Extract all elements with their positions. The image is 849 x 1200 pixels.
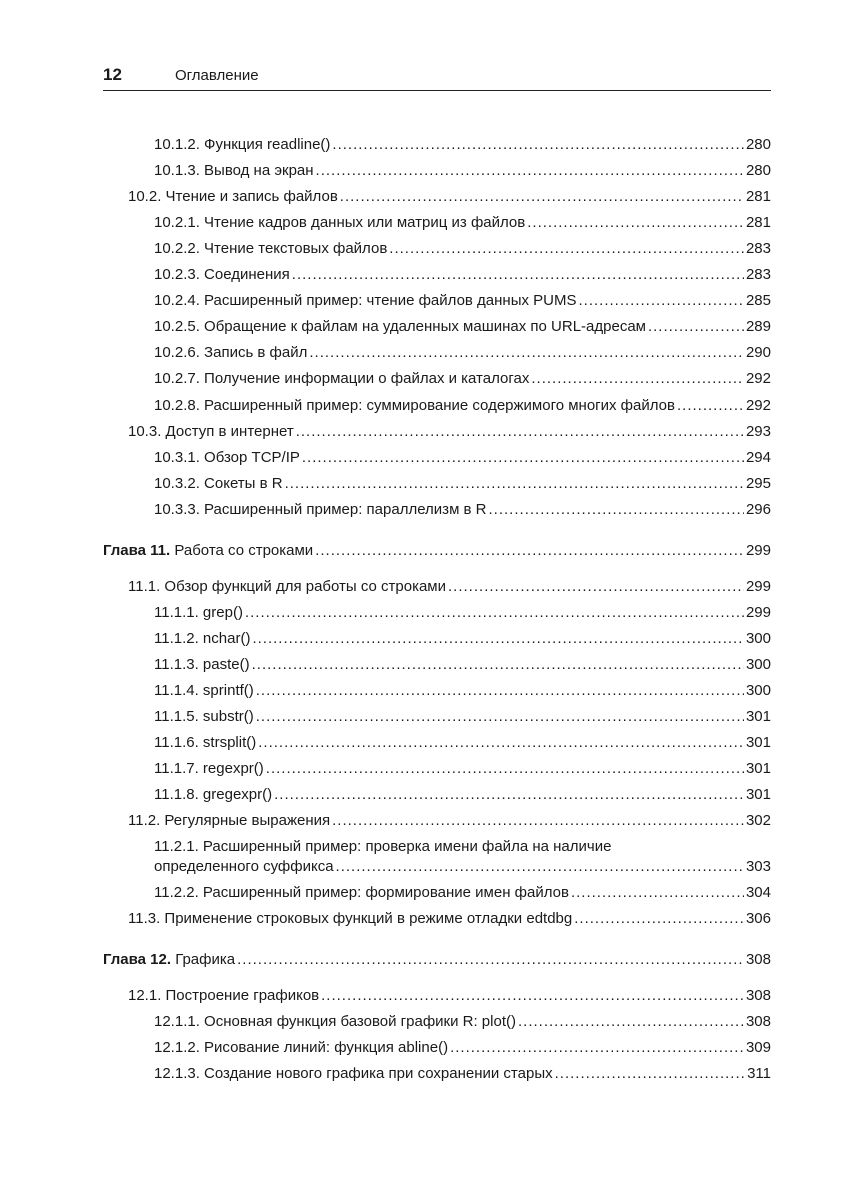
dot-leader	[256, 681, 744, 701]
toc-entry-title: 11.1.2. nchar()	[154, 630, 251, 647]
toc-page-number: 299	[745, 542, 771, 559]
dot-leader	[389, 239, 744, 259]
dot-leader	[256, 707, 744, 727]
toc-entry[interactable]	[154, 883, 771, 903]
toc-page-number: 304	[745, 884, 771, 901]
dot-leader	[296, 422, 744, 442]
toc-entry[interactable]	[128, 986, 771, 1006]
toc-entry-title: 10.2.6. Запись в файл	[154, 344, 308, 361]
dot-leader	[571, 883, 744, 903]
toc-page-number: 295	[745, 475, 771, 492]
toc-entry-title: 11.1.8. gregexpr()	[154, 786, 273, 803]
toc-entry[interactable]	[154, 603, 771, 623]
chapter-title: Работа со строками	[174, 542, 314, 559]
toc-page-number: 300	[745, 682, 771, 699]
toc-page-number: 300	[745, 630, 771, 647]
toc-entry-title: 10.2.5. Обращение к файлам на удаленных машинах по URL-адресам	[154, 318, 646, 335]
toc-entry-title: 11.3. Применение строковых функций в режиме отладки edtdbg	[128, 910, 573, 927]
toc-entry[interactable]	[154, 629, 771, 649]
toc-page-number: 311	[747, 1065, 771, 1082]
toc-entry-title: 11.1.1. grep()	[154, 604, 243, 621]
toc-entry[interactable]	[154, 857, 771, 877]
toc-entry[interactable]	[154, 369, 771, 389]
toc-chapter-entry[interactable]	[103, 950, 771, 970]
dot-leader	[258, 733, 744, 753]
toc-entry[interactable]	[154, 265, 771, 285]
toc-page-number: 301	[745, 760, 771, 777]
toc-entry[interactable]	[128, 577, 771, 597]
toc-page-number: 292	[745, 397, 771, 414]
toc-page-number: 308	[745, 951, 771, 968]
toc-entry-title: 10.3.2. Сокеты в R	[154, 475, 283, 492]
chapter-title: Графика	[175, 951, 236, 968]
dot-leader	[302, 448, 744, 468]
dot-leader	[489, 500, 744, 520]
toc-entry-title: 10.1.2. Функция readline()	[154, 136, 331, 153]
toc-chapter-entry[interactable]	[103, 541, 771, 561]
toc-entry-title: определенного суффикса	[154, 858, 334, 875]
toc-page-number: 303	[745, 858, 771, 875]
toc-entry-title: 11.1. Обзор функций для работы со строками	[128, 578, 447, 595]
toc-page-number: 281	[745, 188, 771, 205]
toc-page-number: 292	[745, 370, 771, 387]
toc-page-number: 301	[745, 734, 771, 751]
dot-leader	[527, 213, 744, 233]
toc-page-number: 296	[745, 501, 771, 518]
toc-entry-title: 12.1.3. Создание нового графика при сохранении старых	[154, 1065, 553, 1082]
toc-page-number: 289	[745, 318, 771, 335]
dot-leader	[321, 986, 744, 1006]
dot-leader	[332, 811, 744, 831]
toc-page-number: 309	[745, 1039, 771, 1056]
toc-page-number: 280	[745, 136, 771, 153]
toc-page-number: 283	[745, 266, 771, 283]
dot-leader	[309, 343, 744, 363]
toc-entry[interactable]	[154, 681, 771, 701]
toc-entry-title: 10.2. Чтение и запись файлов	[128, 188, 338, 205]
toc-page-number: 290	[745, 344, 771, 361]
toc-entry-title: 10.2.4. Расширенный пример: чтение файлов данных PUMS	[154, 292, 577, 309]
dot-leader	[336, 857, 744, 877]
toc-entry[interactable]	[154, 1012, 771, 1032]
dot-leader	[292, 265, 744, 285]
toc-entry-title	[103, 950, 235, 970]
dot-leader	[518, 1012, 744, 1032]
toc-entry[interactable]	[154, 343, 771, 363]
toc-entry-title: 11.1.4. sprintf()	[154, 682, 254, 699]
dot-leader	[579, 291, 744, 311]
toc-entry-title: 10.2.8. Расширенный пример: суммирование содержимого многих файлов	[154, 397, 675, 414]
toc-entry-title: 10.2.2. Чтение текстовых файлов	[154, 240, 388, 257]
toc-entry-title: 11.2.2. Расширенный пример: формирование имен файлов	[154, 884, 569, 901]
dot-leader	[316, 161, 744, 181]
toc-entry-title: 10.2.3. Соединения	[154, 266, 290, 283]
toc-entry-title: 11.1.7. regexpr()	[154, 760, 264, 777]
toc-entry[interactable]	[128, 909, 771, 929]
toc-entry[interactable]	[154, 733, 771, 753]
toc-entry-title: 12.1. Построение графиков	[128, 987, 320, 1004]
toc-entry-title: 11.1.3. paste()	[154, 656, 250, 673]
toc-entry-title: 10.2.1. Чтение кадров данных или матриц из файлов	[154, 214, 526, 231]
toc-entry[interactable]	[154, 161, 771, 181]
toc-page-number: 294	[745, 449, 771, 466]
dot-leader	[531, 369, 744, 389]
toc-page-number: 280	[745, 162, 771, 179]
toc-page-number: 299	[745, 604, 771, 621]
toc-page-number: 299	[745, 578, 771, 595]
toc-entry[interactable]	[154, 707, 771, 727]
toc-entry-title: 11.2. Регулярные выражения	[128, 812, 331, 829]
toc-page-number: 281	[745, 214, 771, 231]
dot-leader	[555, 1064, 745, 1084]
dot-leader	[285, 474, 744, 494]
page-number: 12	[103, 65, 122, 84]
dot-leader	[648, 317, 744, 337]
dot-leader	[274, 785, 744, 805]
chapter-label: Глава 11.	[103, 542, 171, 559]
toc-entry[interactable]	[154, 317, 771, 337]
toc-page-number: 308	[745, 1013, 771, 1030]
toc-entry[interactable]	[128, 422, 771, 442]
toc-page-number: 283	[745, 240, 771, 257]
toc-page-number: 308	[745, 987, 771, 1004]
toc-entry[interactable]	[154, 239, 771, 259]
toc-entry[interactable]	[128, 187, 771, 207]
toc-entry[interactable]	[154, 759, 771, 779]
toc-entry-title: 11.1.5. substr()	[154, 708, 254, 725]
running-header	[103, 62, 771, 91]
toc-page-number: 301	[745, 708, 771, 725]
dot-leader	[245, 603, 744, 623]
dot-leader	[677, 396, 744, 416]
toc-entry[interactable]	[154, 655, 771, 675]
dot-leader	[237, 950, 744, 970]
toc-entry[interactable]	[128, 811, 771, 831]
toc-entry-title: 10.3.3. Расширенный пример: параллелизм в R	[154, 501, 487, 518]
toc-entry[interactable]	[154, 1038, 771, 1058]
toc-page-number: 302	[745, 812, 771, 829]
toc-entry[interactable]	[154, 291, 771, 311]
toc-entry[interactable]	[154, 1064, 771, 1084]
toc-entry-title: 10.2.7. Получение информации о файлах и каталогах	[154, 370, 530, 387]
toc-entry[interactable]	[154, 135, 771, 155]
toc-entry-title: 10.1.3. Вывод на экран	[154, 162, 314, 179]
toc-entry[interactable]	[154, 213, 771, 233]
dot-leader	[252, 655, 744, 675]
toc-entry[interactable]	[154, 474, 771, 494]
dot-leader	[315, 541, 744, 561]
dot-leader	[252, 629, 744, 649]
toc-entry-title: 12.1.2. Рисование линий: функция abline()	[154, 1039, 449, 1056]
dot-leader	[266, 759, 744, 779]
toc-entry-title: 10.3. Доступ в интернет	[128, 423, 294, 440]
toc-page-number: 306	[745, 910, 771, 927]
toc-entry[interactable]	[154, 396, 771, 416]
toc-page-number: 285	[745, 292, 771, 309]
toc-entry[interactable]	[154, 785, 771, 805]
toc-page-number: 301	[745, 786, 771, 803]
toc-entry-title: 10.3.1. Обзор TCP/IP	[154, 449, 300, 466]
toc-entry-title: 12.1.1. Основная функция базовой графики R: plot()	[154, 1013, 516, 1030]
header-title: Оглавление	[175, 67, 259, 84]
dot-leader	[574, 909, 744, 929]
dot-leader	[340, 187, 744, 207]
toc-page-number: 293	[745, 423, 771, 440]
toc-entry[interactable]	[154, 448, 771, 468]
toc-entry-text-line1: 11.2.1. Расширенный пример: проверка имени файла на наличие	[154, 838, 612, 855]
toc-page-number: 300	[745, 656, 771, 673]
dot-leader	[332, 135, 744, 155]
toc-entry[interactable]	[154, 500, 771, 520]
toc-entry-title	[103, 541, 313, 561]
dot-leader	[448, 577, 744, 597]
chapter-label: Глава 12.	[103, 951, 172, 968]
toc-entry-title: 11.1.6. strsplit()	[154, 734, 257, 751]
dot-leader	[450, 1038, 744, 1058]
